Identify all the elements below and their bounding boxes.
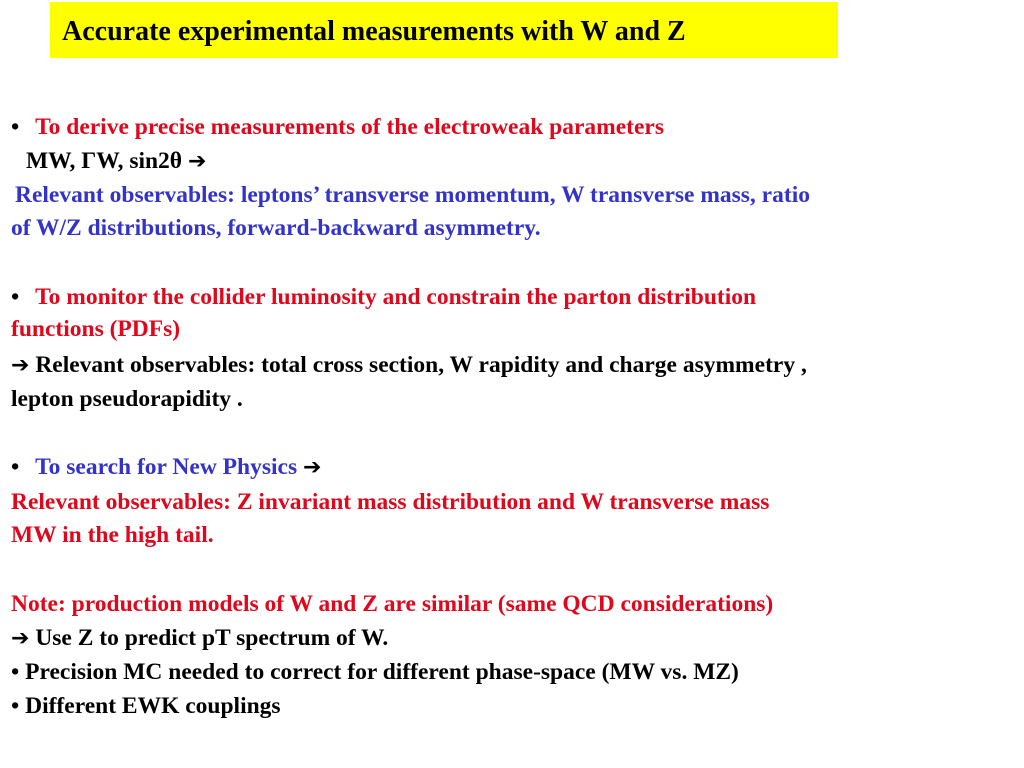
bullet: • xyxy=(11,284,20,310)
s2-heading-line xyxy=(11,282,756,312)
bullet: • xyxy=(11,114,20,140)
note-item-1: Precision MC needed to correct for different phase-space (MW vs. MZ) xyxy=(25,659,739,685)
bullet: • xyxy=(11,693,20,719)
s2-heading-1: To monitor the collider luminosity and constrain the parton distribution xyxy=(35,284,757,310)
arrow-right-icon: ➔ xyxy=(11,626,30,651)
s1-params: MW, ΓW, sin2θ xyxy=(26,148,183,174)
bullet: • xyxy=(11,659,20,685)
arrow-right-icon: ➔ xyxy=(302,455,322,480)
s1-heading: To derive precise measurements of the electroweak parameters xyxy=(35,114,664,140)
title-banner xyxy=(50,2,838,58)
s1-params-line xyxy=(26,146,206,176)
s1-observables-1: Relevant observables: leptons’ transverse momentum, W transverse mass, ratio xyxy=(15,182,810,208)
s1-observables-2: of W/Z distributions, forward-backward asymmetry. xyxy=(11,215,541,241)
s2-observables-1: Relevant observables: total cross section, W rapidity and charge asymmetry , xyxy=(35,352,807,378)
note-use-z: Use Z to predict pT spectrum of W. xyxy=(35,625,389,651)
arrow-right-icon: ➔ xyxy=(11,353,30,378)
note-item-1-line xyxy=(11,657,739,687)
page-title: Accurate experimental measurements with W and Z xyxy=(62,16,686,47)
note-item-2-line xyxy=(11,691,281,721)
bullet: • xyxy=(11,454,20,480)
s3-observables-2: MW in the high tail. xyxy=(11,522,214,548)
s3-heading: To search for New Physics xyxy=(35,454,298,480)
arrow-right-icon: ➔ xyxy=(187,149,207,174)
note-heading: Note: production models of W and Z are similar (same QCD considerations) xyxy=(11,591,774,617)
s3-heading-line xyxy=(11,452,321,482)
note-item-2: Different EWK couplings xyxy=(25,693,281,719)
s1-heading-line xyxy=(11,112,664,142)
s2-observables-2: lepton pseudorapidity . xyxy=(11,386,243,412)
s2-heading-2: functions (PDFs) xyxy=(11,316,181,342)
s2-observables-line xyxy=(11,350,807,380)
note-use-z-line xyxy=(11,623,388,653)
s3-observables-1: Relevant observables: Z invariant mass distribution and W transverse mass xyxy=(11,489,770,515)
